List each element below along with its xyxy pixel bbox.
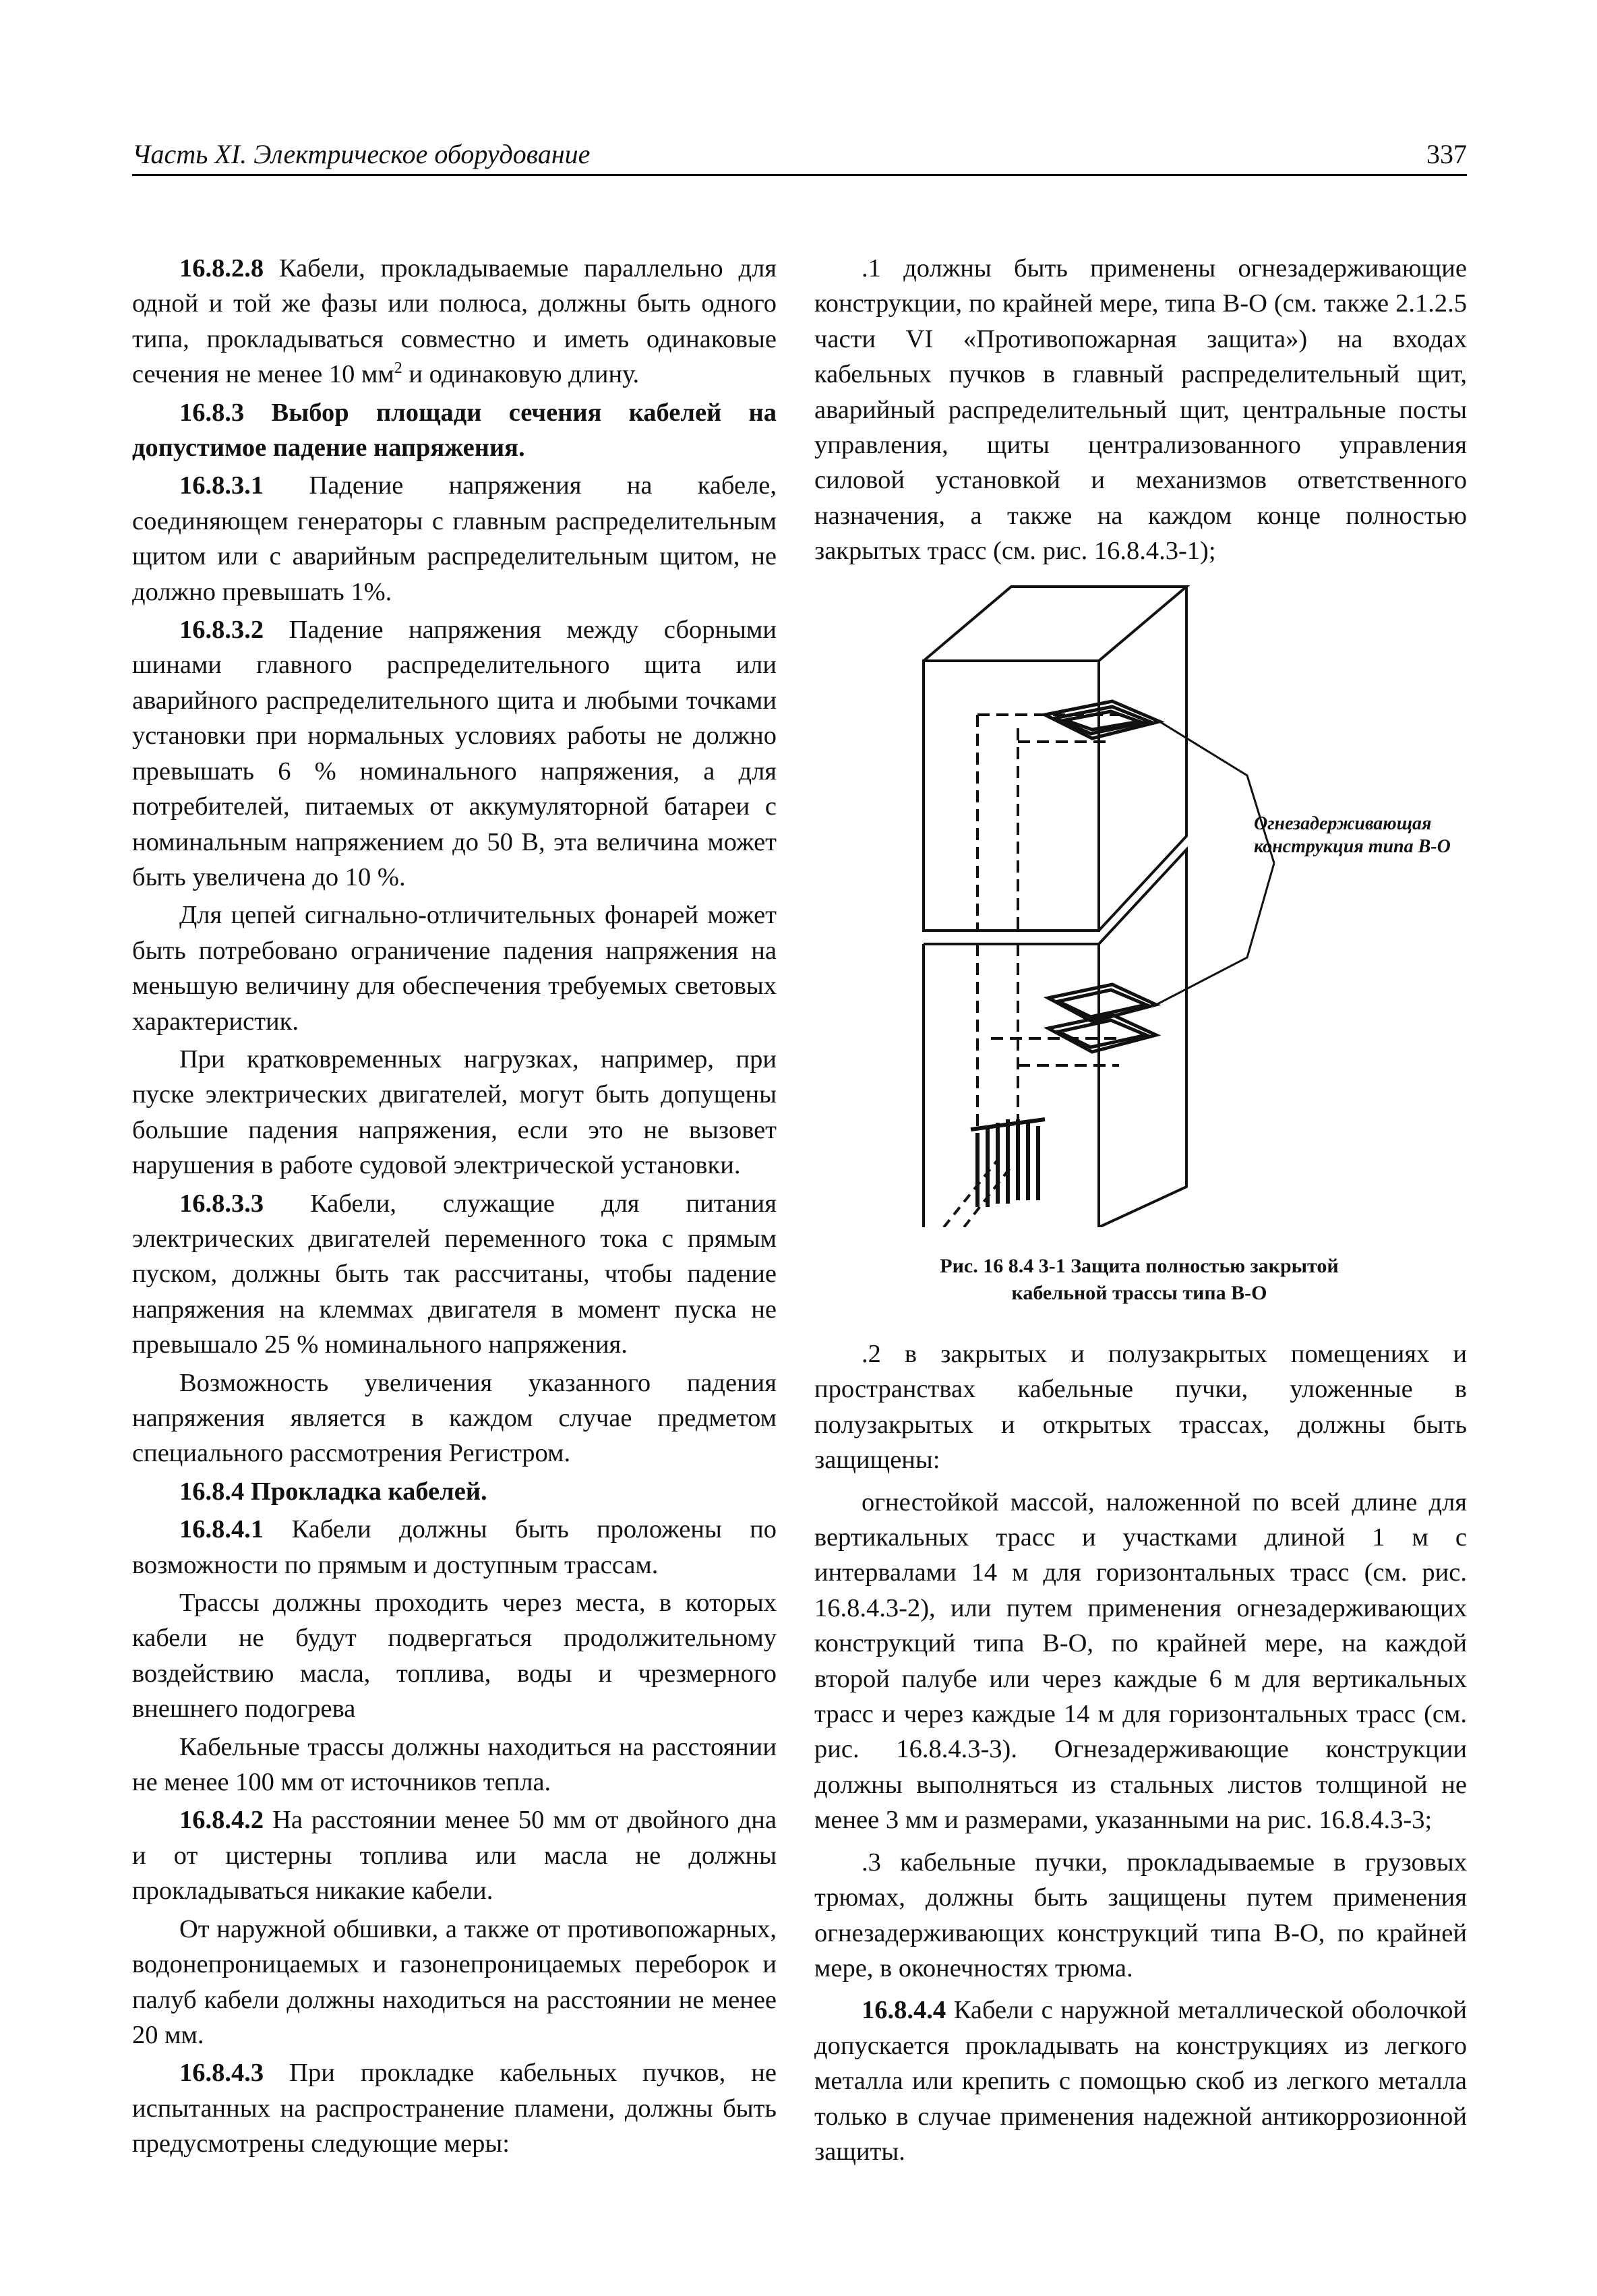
paragraph: От наружной обшивки, а также от противопожарных, водонепроницаемых и газонепроницаемых переборок и палуб кабели должны находиться на расстоянии не менее 20 мм. (132, 1914, 777, 2049)
paragraph: Для цепей сигнально-отличительных фонарей может быть потребовано ограничение падения напряжения на меньшую величину для обеспечения требуемых световых характеристик. (132, 901, 777, 1036)
figure-label: Огнезадерживающая конструкция типа В-О (1254, 813, 1451, 857)
paragraph: 16.8.3.3 Кабели, служащие для питания электрических двигателей переменного тока с прямым пуском, должны быть так рассчитаны, чтобы падение напряжения на клеммах двигателя в момент пуска не превышало 25 % номинального напряжения. (132, 1189, 777, 1359)
paragraph: Трассы должны проходить через места, в которых кабели не будут подвергаться продолжительному воздействию масла, топлива, воды и чрезмерного внешнего подогрева (132, 1589, 777, 1724)
paragraph: 16.8.4.3 При прокладке кабельных пучков, не испытанных на распространение пламени, должны быть предусмотрены следующие меры: (132, 2059, 777, 2158)
right-column-bottom (814, 1336, 1467, 2176)
paragraph: 16.8.2.8 Кабели, прокладываемые параллельно для одной и той же фазы или полюса, должны быть одного типа, прокладываться совместно и иметь одинаковые сечения не менее 10 $мм^2$ и одинаковую длину. (132, 254, 777, 389)
paragraph: огнестойкой массой, наложенной по всей длине для вертикальных трасс и участками длиной 1 м с интервалами 14 м для горизонтальных трасс (см. рис. 16.8.4.3-2), или путем применения огнезадерживающих конструкций типа В-О, по крайней мере, на каждой второй палубе или через каждые 6 м для вертикальных трасс и через каждые 14 м для горизонтальных трасс (см. рис. 16.8.4.3-3). Огнезадерживающие конструкции должны выполняться из стальных листов толщиной не менее 3 мм и размерами, указанными на рис. 16.8.4.3-3; (814, 1488, 1467, 1835)
section-heading: 16.8.4 Прокладка кабелей. (179, 1477, 487, 1506)
page-header (132, 132, 1467, 176)
paragraph: .1 должны быть применены огнезадерживающие конструкции, по крайней мере, типа В-О (см. также 2.1.2.5 части VI «Противопожарная защита») на входах кабельных пучков в главный распределительный щит, аварийный распределительный щит, центральные посты управления, щиты централизованного управления силовой установкой и механизмов ответственного назначения, а также на каждом конце полностью закрытых трасс (см. рис. 16.8.4.3-1); (814, 254, 1467, 566)
section-heading: 16.8.3 Выбор площади сечения кабелей на допустимое падение напряжения. (132, 398, 777, 463)
cable-trunk-figure (897, 580, 1476, 1227)
header-title: Часть XI. Электрическое оборудование (132, 139, 591, 169)
paragraph: 16.8.4.4 Кабели с наружной металлической оболочкой допускается прокладывать на конструкциях из легкого металла или крепить с помощью скоб из легкого металла только в случае применения надежной антикоррозионной защиты. (814, 1996, 1467, 2166)
paragraph: 16.8.3.2 Падение напряжения между сборными шинами главного распределительного щита или аварийного распределительного щита и любыми точками установки при нормальных условиях работы не должно превышать 6 % номинального напряжения, а для потребителей, питаемых от аккумуляторной батареи с номинальным напряжением до 50 В, эта величина может быть увеличена до 10 %. (132, 616, 777, 891)
paragraph: Кабельные трассы должны находиться на расстоянии не менее 100 мм от источников тепла. (132, 1732, 777, 1797)
paragraph: 16.8.3.1 Падение напряжения на кабеле, соединяющем генераторы с главным распределительным щитом или с аварийным распределительным щитом, не должно превышать 1%. (132, 471, 777, 606)
paragraph: .3 кабельные пучки, прокладываемые в грузовых трюмах, должны быть защищены путем применения огнезадерживающих конструкций типа В-О, по крайней мере, в оконечностях трюма. (814, 1848, 1467, 1982)
left-column (132, 251, 777, 2165)
paragraph: 16.8.4.2 На расстоянии менее 50 мм от двойного дна и от цистерны топлива или масла не должны прокладываться никакие кабели. (132, 1806, 777, 1906)
cable-trunk-drawing (897, 580, 1476, 1227)
paragraph: .2 в закрытых и полузакрытых помещениях и пространствах кабельные пучки, уложенные в полузакрытых и открытых трассах, должны быть защищены: (814, 1340, 1467, 1475)
paragraph: Возможность увеличения указанного падения напряжения является в каждом случае предметом специального рассмотрения Регистром. (132, 1368, 777, 1468)
paragraph: 16.8.4.1 Кабели должны быть проложены по возможности по прямым и доступным трассам. (132, 1515, 777, 1579)
paragraph: При кратковременных нагрузках, например, при пуске электрических двигателей, могут быть допущены большие падения напряжения, если это не вызовет нарушения в работе судовой электрической установки. (132, 1044, 777, 1180)
page-number: 337 (1426, 139, 1467, 169)
right-column-top (814, 251, 1467, 572)
figure-caption: Рис. 16 8.4 3-1 Защита полностью закрытой кабельной трассы типа В-О (940, 1255, 1339, 1304)
